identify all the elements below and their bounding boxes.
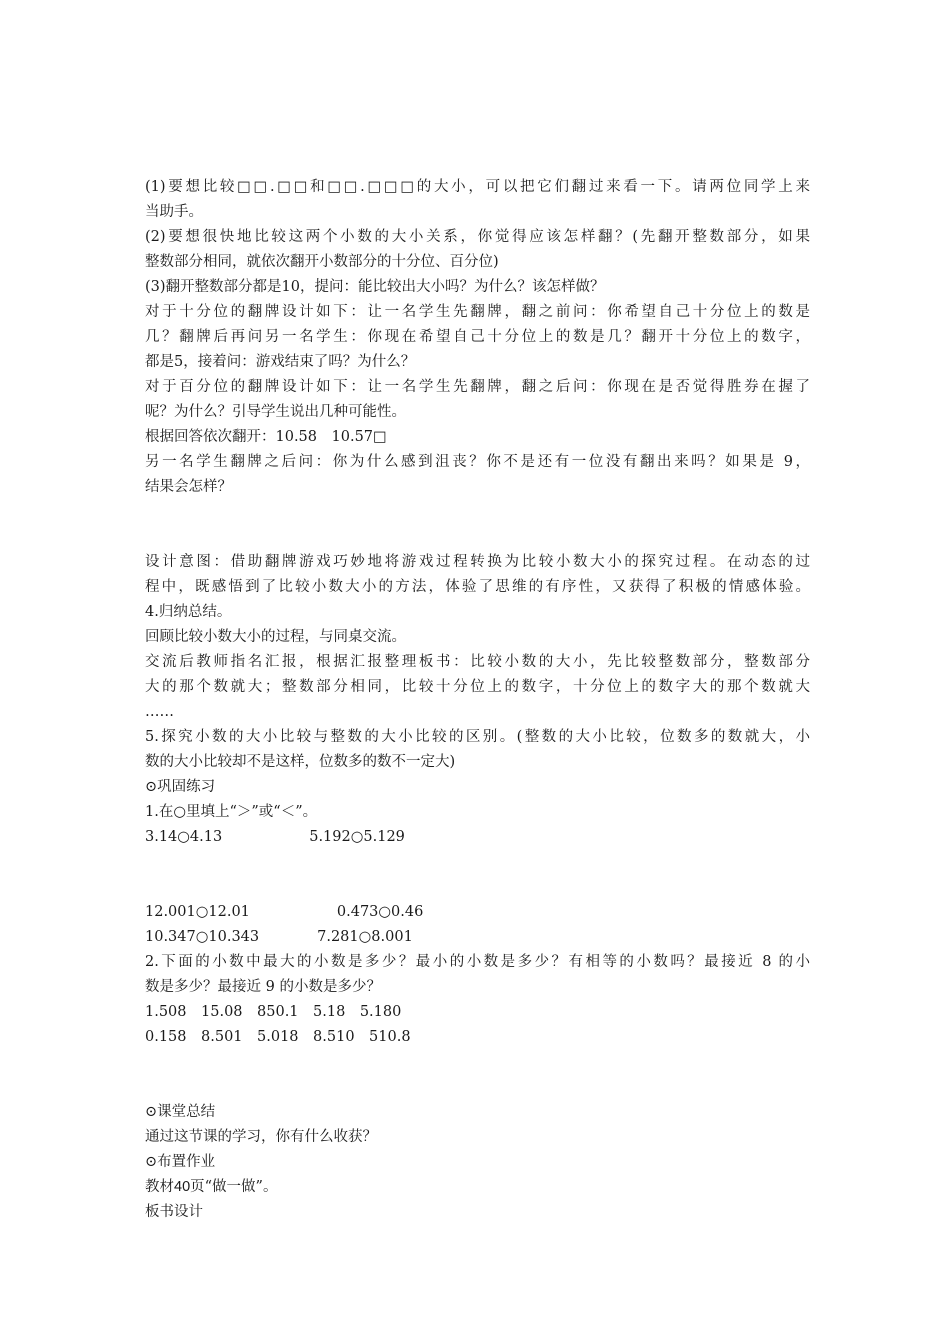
- text-line: ⊙布置作业: [145, 1154, 216, 1170]
- text-line: 5.探究小数的大小比较与整数的大小比较的区别。(整数的大小比较，位数多的数就大，小: [145, 729, 810, 745]
- text-line: ……: [145, 704, 174, 720]
- homework-prefix: 教材: [145, 1179, 174, 1195]
- homework-rest: 页“做一做”。: [190, 1179, 278, 1195]
- text-line: 当助手。: [145, 204, 203, 220]
- text-line: 0.158 8.501 5.018 8.510 510.8: [145, 1029, 411, 1045]
- text-line: 对于百分位的翻牌设计如下：让一名学生先翻牌，翻之后问：你现在是否觉得胜券在握了: [145, 379, 810, 395]
- homework-line: [145, 1175, 810, 1200]
- spacer: [145, 500, 810, 525]
- text-line: 3.14○4.13 5.192○5.129: [145, 829, 405, 845]
- text-line: 数是多少？最接近 9 的小数是多少？: [145, 979, 381, 995]
- lesson-steps-section: [145, 175, 810, 500]
- design-intent-section: [145, 550, 810, 850]
- text-line: 呢？为什么？引导学生说出几种可能性。: [145, 404, 406, 420]
- document-page: [145, 175, 810, 1225]
- text-line: (3)翻开整数部分都是10，提问：能比较出大小吗？为什么？该怎样做？: [145, 279, 605, 295]
- text-line: 大的那个数就大；整数部分相同，比较十分位上的数字，十分位上的数字大的那个数就大: [145, 679, 810, 695]
- exercise-section: [145, 900, 810, 1050]
- text-line: ⊙课堂总结: [145, 1104, 216, 1120]
- text-line: 1.508 15.08 850.1 5.18 5.180: [145, 1004, 402, 1020]
- spacer: [145, 1050, 810, 1075]
- summary-section: [145, 1100, 810, 1175]
- text-line: ⊙巩固练习: [145, 779, 216, 795]
- text-line: 1.在○里填上“＞”或“＜”。: [145, 804, 318, 820]
- spacer: [145, 875, 810, 900]
- text-line: 都是5，接着问：游戏结束了吗？为什么？: [145, 354, 416, 370]
- spacer: [145, 1075, 810, 1100]
- text-line: 另一名学生翻牌之后问：你为什么感到沮丧？你不是还有一位没有翻出来吗？如果是 9，: [145, 454, 810, 470]
- text-line: (2)要想很快地比较这两个小数的大小关系，你觉得应该怎样翻？(先翻开整数部分，如果: [145, 229, 810, 245]
- text-line: 4.归纳总结。: [145, 604, 232, 620]
- board-design-heading: 板书设计: [145, 1204, 203, 1220]
- text-line: 12.001○12.01 0.473○0.46: [145, 904, 424, 920]
- spacer: [145, 525, 810, 550]
- text-line: 通过这节课的学习，你有什么收获？: [145, 1129, 377, 1145]
- text-line: 设计意图：借助翻牌游戏巧妙地将游戏过程转换为比较小数大小的探究过程。在动态的过: [145, 554, 810, 570]
- spacer: [145, 850, 810, 875]
- text-line: 根据回答依次翻开：10.58 10.57□: [145, 429, 387, 445]
- text-line: 几？翻牌后再问另一名学生：你现在希望自己十分位上的数是几？翻开十分位上的数字，: [145, 329, 810, 345]
- text-line: 10.347○10.343 7.281○8.001: [145, 929, 413, 945]
- text-line: (1)要想比较□□.□□和□□.□□□的大小，可以把它们翻过来看一下。请两位同学上来: [145, 179, 810, 195]
- text-line: 程中，既感悟到了比较小数大小的方法，体验了思维的有序性，又获得了积极的情感体验。: [145, 579, 810, 595]
- homework-page-number: 40: [174, 1179, 191, 1195]
- text-line: 整数部分相同，就依次翻开小数部分的十分位、百分位): [145, 254, 499, 270]
- text-line: 对于十分位的翻牌设计如下：让一名学生先翻牌，翻之前问：你希望自己十分位上的数是: [145, 304, 810, 320]
- text-line: 交流后教师指名汇报，根据汇报整理板书：比较小数的大小，先比较整数部分，整数部分: [145, 654, 810, 670]
- text-line: 2.下面的小数中最大的小数是多少？最小的小数是多少？有相等的小数吗？最接近 8 的小: [145, 954, 810, 970]
- text-line: 回顾比较小数大小的过程，与同桌交流。: [145, 629, 406, 645]
- text-line: 数的大小比较却不是这样，位数多的数不一定大): [145, 754, 456, 770]
- text-line: 结果会怎样？: [145, 479, 232, 495]
